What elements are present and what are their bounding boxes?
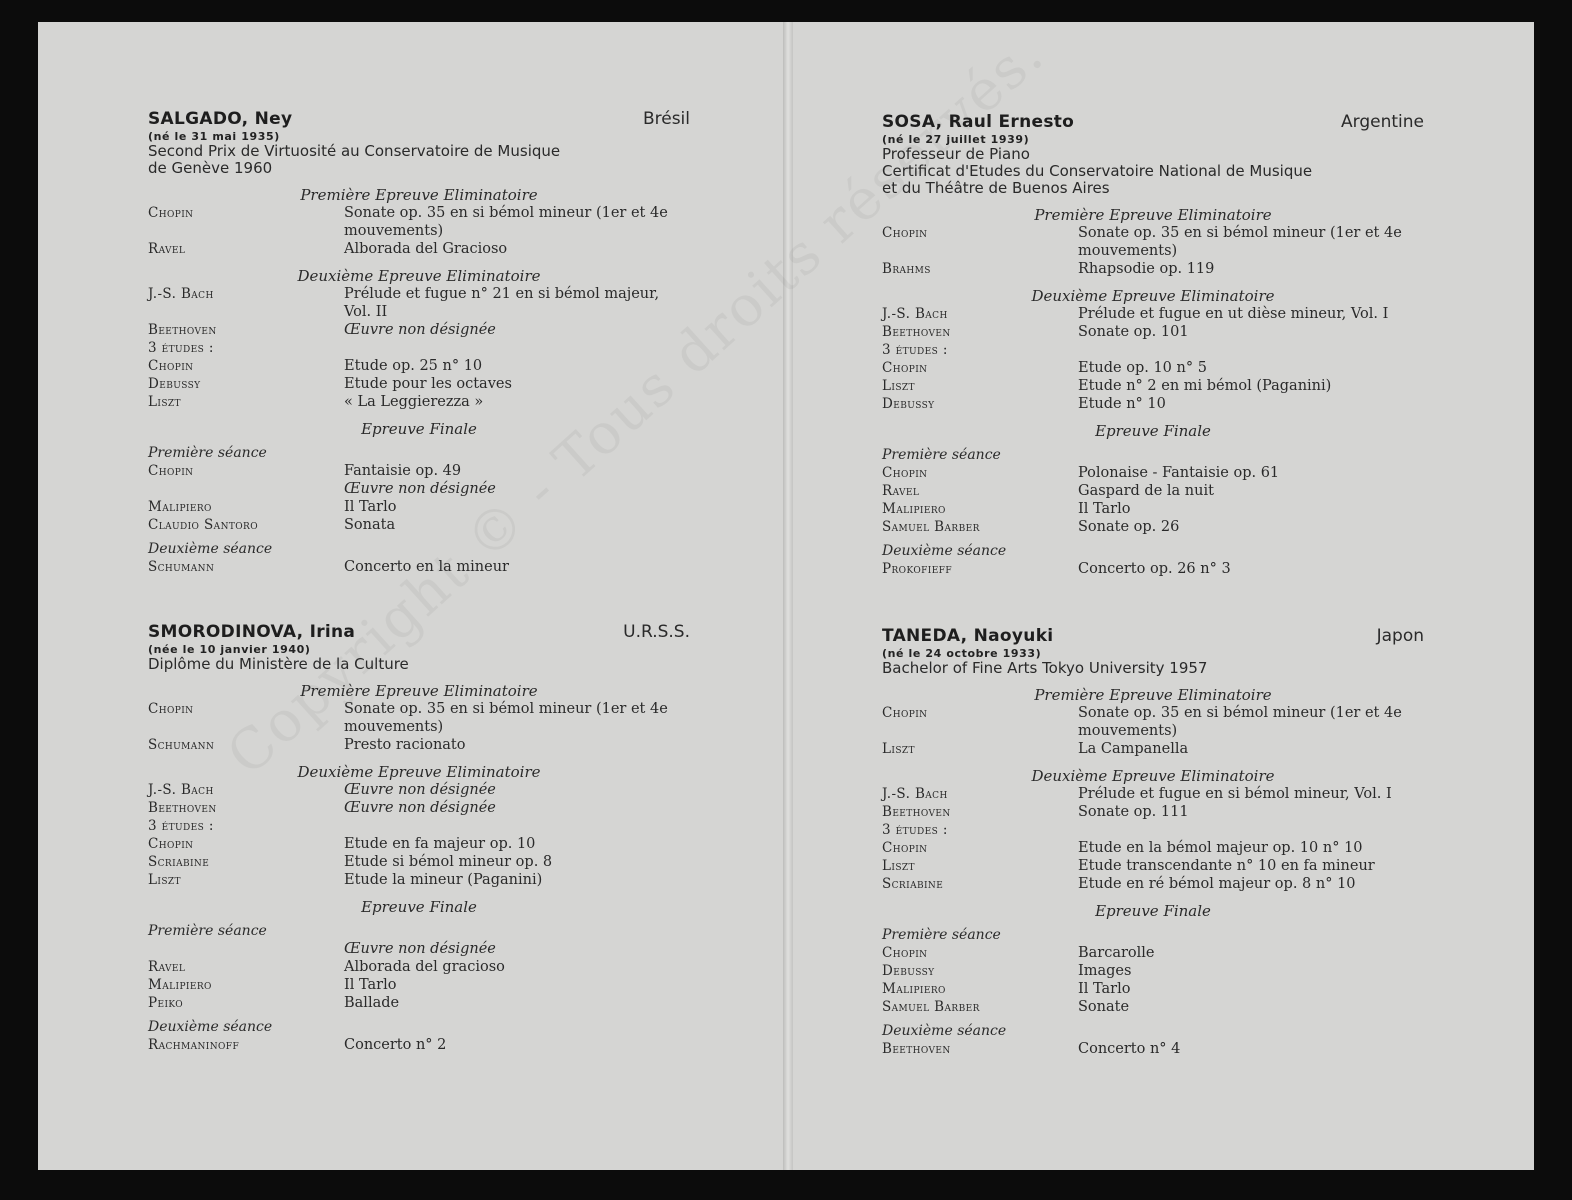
piece-title: Etude op. 25 n° 10	[344, 358, 483, 374]
piece-title: Etude en ré bémol majeur op. 8 n° 10	[1078, 876, 1356, 892]
piece-title: Œuvre non désignée	[344, 481, 496, 497]
composer-name: Rachmaninoff	[148, 1037, 240, 1053]
composer-name: Chopin	[882, 465, 928, 481]
repertoire-row	[882, 359, 1424, 377]
candidate-entry	[882, 112, 1424, 578]
repertoire-row	[882, 482, 1424, 500]
composer-name: Malipiero	[148, 977, 212, 993]
composer-name: Chopin	[882, 945, 928, 961]
piece-title: Prélude et fugue n° 21 en si bémol majeur, Vol. II	[344, 286, 660, 320]
piece-title: Il Tarlo	[1078, 501, 1131, 517]
repertoire-row	[882, 500, 1424, 518]
repertoire-row	[148, 357, 690, 375]
composer-name	[148, 940, 344, 958]
candidate-header	[148, 109, 690, 129]
repertoire-row	[148, 799, 690, 817]
round-title: Première Epreuve Eliminatoire	[1034, 206, 1272, 224]
candidate-country: Japon	[1376, 626, 1424, 646]
composer-name: Chopin	[148, 358, 194, 374]
repertoire-row	[148, 204, 690, 240]
composer-name: Debussy	[882, 396, 935, 412]
piece-title: Sonate op. 35 en si bémol mineur (1er et 4e mouvements)	[344, 205, 668, 239]
piece-title	[344, 339, 690, 357]
birth-date: (né le 31 mai 1935)	[148, 130, 280, 143]
candidate-country: U.R.S.S.	[623, 622, 690, 642]
piece-title: Œuvre non désignée	[344, 322, 496, 338]
piece-title: Œuvre non désignée	[344, 800, 496, 816]
repertoire-row	[148, 516, 690, 534]
composer-name: 3 études :	[882, 822, 948, 838]
round-title: Deuxième Epreuve Eliminatoire	[1031, 287, 1275, 305]
repertoire-row	[882, 395, 1424, 413]
repertoire-row	[882, 803, 1424, 821]
repertoire-row	[148, 462, 690, 480]
piece-title: Rhapsodie op. 119	[1078, 261, 1215, 277]
composer-name: Liszt	[148, 394, 181, 410]
birth-date: (né le 27 juillet 1939)	[882, 133, 1030, 146]
candidate-entry	[148, 622, 690, 1054]
piece-title: Etude op. 10 n° 5	[1078, 360, 1207, 376]
repertoire-row	[148, 736, 690, 754]
seance-label: Première séance	[148, 923, 267, 939]
candidate-country: Argentine	[1341, 112, 1424, 132]
credential-line: Second Prix de Virtuosité au Conservatoire de Musique	[148, 142, 561, 160]
piece-title	[1078, 341, 1424, 359]
piece-title: Etude n° 10	[1078, 396, 1166, 412]
piece-title: Concerto op. 26 n° 3	[1078, 561, 1231, 577]
repertoire-row	[882, 224, 1424, 260]
candidate-entry	[882, 626, 1424, 1058]
composer-name: Liszt	[882, 741, 915, 757]
repertoire-row	[148, 1036, 690, 1054]
round-title: Première Epreuve Eliminatoire	[1034, 686, 1272, 704]
composer-name: Debussy	[882, 963, 935, 979]
repertoire-row	[882, 1040, 1424, 1058]
book-gutter	[783, 22, 793, 1170]
piece-title: Concerto n° 2	[344, 1037, 447, 1053]
composer-name: J.-S. Bach	[148, 286, 214, 302]
composer-name: Chopin	[148, 836, 194, 852]
piece-title: Etude la mineur (Paganini)	[344, 872, 543, 888]
piece-title: Barcarolle	[1078, 945, 1155, 961]
credential-line: et du Théâtre de Buenos Aires	[882, 179, 1110, 197]
candidate-name: TANEDA, Naoyuki	[882, 626, 1054, 646]
repertoire-row	[882, 323, 1424, 341]
candidate-name: SMORODINOVA, Irina	[148, 622, 356, 642]
piece-title: Etude pour les octaves	[344, 376, 512, 392]
piece-title: Etude si bémol mineur op. 8	[344, 854, 553, 870]
piece-title: Sonate op. 26	[1078, 519, 1180, 535]
birth-date: (née le 10 janvier 1940)	[148, 643, 311, 656]
piece-title: Etude en fa majeur op. 10	[344, 836, 536, 852]
piece-title: Etude transcendante n° 10 en fa mineur	[1078, 858, 1375, 874]
piece-title: Fantaisie op. 49	[344, 463, 462, 479]
piece-title: Il Tarlo	[344, 977, 397, 993]
seance-label: Deuxième séance	[882, 1023, 1007, 1039]
credential-line: Professeur de Piano	[882, 145, 1030, 163]
piece-title: Il Tarlo	[344, 499, 397, 515]
repertoire-row	[148, 835, 690, 853]
composer-name: Chopin	[148, 701, 194, 717]
repertoire-row	[882, 875, 1424, 893]
round-title: Epreuve Finale	[1095, 422, 1211, 440]
credential-line: de Genève 1960	[148, 159, 273, 177]
composer-name: Chopin	[882, 360, 928, 376]
piece-title: Prélude et fugue en ut dièse mineur, Vol. I	[1078, 306, 1389, 322]
composer-name: Brahms	[882, 261, 931, 277]
repertoire-row	[882, 305, 1424, 323]
composer-name: Beethoven	[148, 800, 217, 816]
composer-name: Beethoven	[882, 324, 951, 340]
composer-name: J.-S. Bach	[148, 782, 214, 798]
repertoire-row	[148, 321, 690, 339]
composer-name: Scriabine	[148, 854, 210, 870]
seance-label: Deuxième séance	[148, 1019, 273, 1035]
candidate-country: Brésil	[642, 109, 690, 129]
composer-name: J.-S. Bach	[882, 786, 948, 802]
composer-name: Chopin	[882, 840, 928, 856]
repertoire-row	[882, 857, 1424, 875]
piece-title: Il Tarlo	[1078, 981, 1131, 997]
seance-label: Première séance	[882, 447, 1001, 463]
composer-name: 3 études :	[148, 340, 214, 356]
composer-name: Beethoven	[882, 1041, 951, 1057]
repertoire-row	[148, 994, 690, 1012]
round-title: Deuxième Epreuve Eliminatoire	[297, 763, 541, 781]
credential-line: Certificat d'Etudes du Conservatoire National de Musique	[882, 162, 1313, 180]
repertoire-row	[882, 998, 1424, 1016]
round-title: Epreuve Finale	[361, 898, 477, 916]
piece-title: Sonate op. 111	[1078, 804, 1189, 820]
composer-name: J.-S. Bach	[882, 306, 948, 322]
repertoire-row	[148, 480, 690, 498]
birth-date: (né le 24 octobre 1933)	[882, 647, 1042, 660]
repertoire-row	[148, 781, 690, 799]
composer-name: Ravel	[148, 959, 186, 975]
composer-name: Schumann	[148, 737, 215, 753]
composer-name: Samuel Barber	[882, 519, 980, 535]
composer-name: Malipiero	[882, 501, 946, 517]
repertoire-row	[148, 940, 690, 958]
piece-title: Sonate op. 35 en si bémol mineur (1er et 4e mouvements)	[344, 701, 668, 735]
repertoire-row	[148, 498, 690, 516]
composer-name: Beethoven	[882, 804, 951, 820]
repertoire-row	[882, 704, 1424, 740]
piece-title: Prélude et fugue en si bémol mineur, Vol. I	[1078, 786, 1392, 802]
candidate-name: SOSA, Raul Ernesto	[882, 112, 1075, 132]
piece-title: « La Leggierezza »	[344, 394, 484, 410]
piece-title: Presto racionato	[344, 737, 466, 753]
seance-label: Deuxième séance	[148, 541, 273, 557]
piece-title: Œuvre non désignée	[344, 941, 496, 957]
piece-title: Œuvre non désignée	[344, 782, 496, 798]
repertoire-row	[882, 341, 1424, 359]
piece-title: Sonate op. 101	[1078, 324, 1189, 340]
repertoire-row	[148, 393, 690, 411]
piece-title: Etude en la bémol majeur op. 10 n° 10	[1078, 840, 1363, 856]
composer-name: 3 études :	[148, 818, 214, 834]
repertoire-row	[882, 518, 1424, 536]
repertoire-row	[882, 785, 1424, 803]
composer-name: Ravel	[882, 483, 920, 499]
repertoire-row	[882, 560, 1424, 578]
piece-title: Concerto n° 4	[1078, 1041, 1181, 1057]
composer-name: Liszt	[882, 378, 915, 394]
repertoire-row	[148, 240, 690, 258]
candidate-header	[882, 626, 1424, 646]
repertoire-row	[882, 377, 1424, 395]
composer-name: Liszt	[882, 858, 915, 874]
piece-title: Concerto en la mineur	[344, 559, 509, 575]
credential-line: Diplôme du Ministère de la Culture	[148, 655, 409, 673]
piece-title	[1078, 821, 1424, 839]
composer-name: Beethoven	[148, 322, 217, 338]
repertoire-row	[882, 944, 1424, 962]
repertoire-row	[882, 980, 1424, 998]
piece-title	[344, 817, 690, 835]
round-title: Deuxième Epreuve Eliminatoire	[1031, 767, 1275, 785]
composer-name: Chopin	[882, 705, 928, 721]
composer-name: Samuel Barber	[882, 999, 980, 1015]
composer-name: 3 études :	[882, 342, 948, 358]
piece-title: La Campanella	[1078, 741, 1189, 757]
candidate-name: SALGADO, Ney	[148, 109, 293, 129]
candidate-entry	[148, 109, 690, 576]
repertoire-row	[148, 817, 690, 835]
repertoire-row	[148, 871, 690, 889]
round-title: Première Epreuve Eliminatoire	[300, 186, 538, 204]
repertoire-row	[148, 339, 690, 357]
repertoire-row	[148, 853, 690, 871]
repertoire-row	[882, 260, 1424, 278]
round-title: Première Epreuve Eliminatoire	[300, 682, 538, 700]
round-title: Epreuve Finale	[361, 420, 477, 438]
composer-name: Chopin	[882, 225, 928, 241]
repertoire-row	[882, 962, 1424, 980]
piece-title: Etude n° 2 en mi bémol (Paganini)	[1078, 378, 1332, 394]
piece-title: Polonaise - Fantaisie op. 61	[1078, 465, 1280, 481]
composer-name: Peiko	[148, 995, 184, 1011]
round-title: Deuxième Epreuve Eliminatoire	[297, 267, 541, 285]
composer-name	[148, 480, 344, 498]
repertoire-row	[148, 976, 690, 994]
seance-label: Première séance	[882, 927, 1001, 943]
credential-line: Bachelor of Fine Arts Tokyo University 1957	[882, 659, 1208, 677]
composer-name: Prokofieff	[882, 561, 952, 577]
composer-name: Malipiero	[882, 981, 946, 997]
composer-name: Schumann	[148, 559, 215, 575]
seance-label: Deuxième séance	[882, 543, 1007, 559]
composer-name: Ravel	[148, 241, 186, 257]
candidate-header	[882, 112, 1424, 132]
piece-title: Sonate	[1078, 999, 1130, 1015]
composer-name: Chopin	[148, 463, 194, 479]
repertoire-row	[148, 958, 690, 976]
round-title: Epreuve Finale	[1095, 902, 1211, 920]
repertoire-row	[148, 700, 690, 736]
composer-name: Claudio Santoro	[148, 517, 258, 533]
composer-name: Malipiero	[148, 499, 212, 515]
repertoire-row	[882, 464, 1424, 482]
repertoire-row	[148, 558, 690, 576]
candidate-header	[148, 622, 690, 642]
piece-title: Sonate op. 35 en si bémol mineur (1er et 4e mouvements)	[1078, 225, 1402, 259]
piece-title: Images	[1078, 963, 1132, 979]
composer-name: Chopin	[148, 205, 194, 221]
composer-name: Liszt	[148, 872, 181, 888]
composer-name: Debussy	[148, 376, 201, 392]
repertoire-row	[882, 821, 1424, 839]
repertoire-row	[148, 375, 690, 393]
repertoire-row	[148, 285, 690, 321]
repertoire-row	[882, 740, 1424, 758]
repertoire-row	[882, 839, 1424, 857]
piece-title: Sonate op. 35 en si bémol mineur (1er et 4e mouvements)	[1078, 705, 1402, 739]
piece-title: Ballade	[344, 995, 400, 1011]
seance-label: Première séance	[148, 445, 267, 461]
composer-name: Scriabine	[882, 876, 944, 892]
piece-title: Sonata	[344, 517, 396, 533]
piece-title: Gaspard de la nuit	[1078, 483, 1214, 499]
piece-title: Alborada del Gracioso	[344, 241, 508, 257]
piece-title: Alborada del gracioso	[344, 959, 505, 975]
